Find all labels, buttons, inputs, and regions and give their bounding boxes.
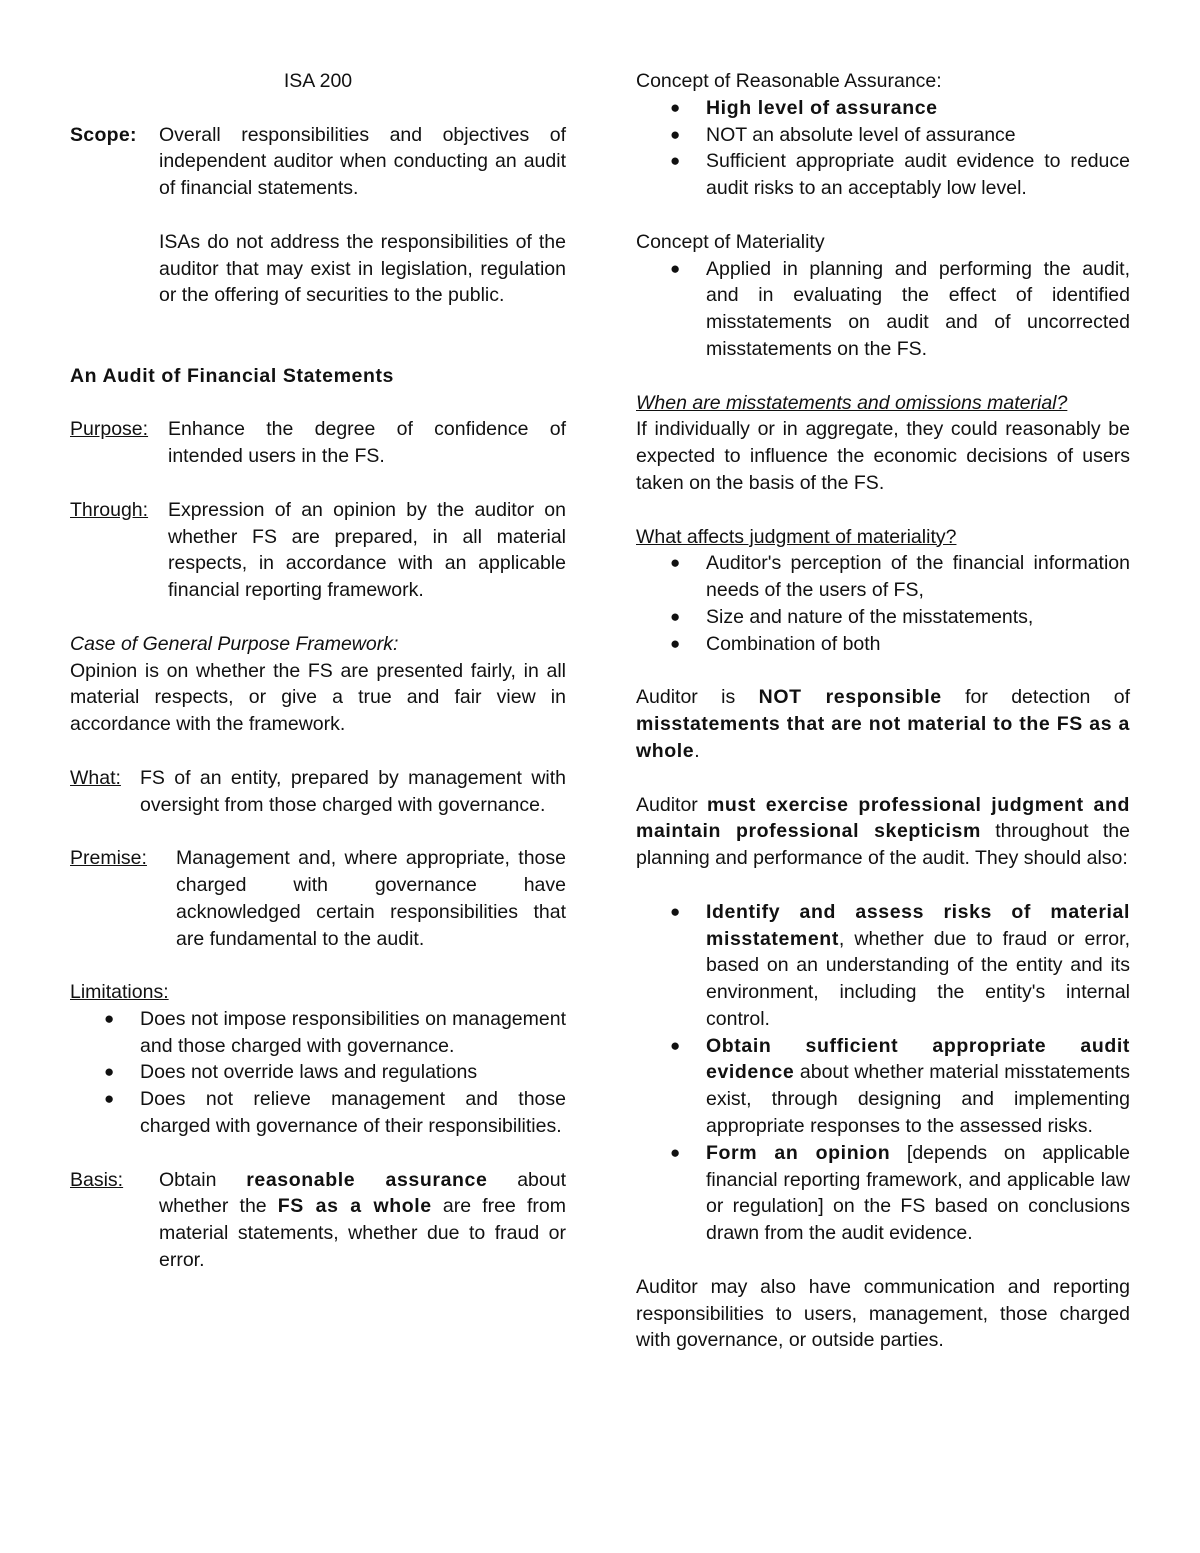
- bullet-icon: ●: [670, 1142, 681, 1162]
- list-item: ● Does not relieve management and those charged with governance of their responsibilities.: [70, 1086, 566, 1140]
- list-item: ● NOT an absolute level of assurance: [636, 122, 1130, 149]
- premise-label: Premise:: [70, 847, 147, 870]
- bullet-icon: ●: [670, 633, 681, 653]
- reasonable-assurance-heading: Concept of Reasonable Assurance:: [636, 70, 942, 92]
- limitations-heading: Limitations:: [70, 981, 169, 1004]
- auditor-duties-list: [636, 899, 1130, 1247]
- premise-row: [70, 845, 566, 952]
- bullet-icon: ●: [670, 606, 681, 626]
- bullet-icon: ●: [670, 97, 681, 117]
- affects-judgment-question: What affects judgment of materiality?: [636, 525, 957, 548]
- scope-label: Scope:: [70, 123, 137, 146]
- list-item: ● High level of assurance: [636, 95, 1130, 122]
- through-label: Through:: [70, 498, 149, 521]
- what-row: [70, 765, 566, 819]
- bullet-icon: ●: [670, 901, 681, 921]
- purpose-text: Enhance the degree of confidence of intended users in the FS.: [168, 418, 566, 468]
- closing-paragraph: Auditor may also have communication and reporting responsibilities to users, management, those charged with governance, or outside parties.: [636, 1275, 1130, 1352]
- materiality-list: [636, 256, 1130, 363]
- list-item: ● Obtain sufficient appropriate audit evidence about whether material misstatements exist, through designing and implementing appropriate responses to the assessed risks.: [636, 1033, 1130, 1140]
- list-item: ● Applied in planning and performing the audit, and in evaluating the effect of identified misstatements on audit and of uncorrected misstatements on the FS.: [636, 256, 1130, 363]
- list-item: ● Does not impose responsibilities on management and those charged with governance.: [70, 1006, 566, 1060]
- list-item: ● Identify and assess risks of material misstatement, whether due to fraud or error, based on an understanding of the entity and its environment, including the entity's internal control.: [636, 899, 1130, 1033]
- reasonable-assurance-list: [636, 95, 1130, 202]
- bullet-icon: ●: [670, 553, 681, 573]
- not-responsible-paragraph: Auditor is NOT responsible for detection of misstatements that are not material to the FS as a whole.: [636, 686, 1131, 762]
- bullet-icon: ●: [670, 124, 681, 144]
- affects-judgment-list: [636, 550, 1130, 657]
- bullet-icon: ●: [104, 1062, 115, 1082]
- list-item: ● Form an opinion [depends on applicable financial reporting framework, and applicable law or regulation] on the FS based on conclusions drawn from the audit evidence.: [636, 1140, 1130, 1247]
- professional-judgment-paragraph: Auditor must exercise professional judgment and maintain professional skepticism throughout the planning and performance of the audit. They should also:: [636, 793, 1131, 870]
- what-label: What:: [70, 766, 121, 789]
- list-item: ● Does not override laws and regulations: [70, 1059, 566, 1086]
- scope-row: [70, 122, 566, 310]
- general-purpose-text: Opinion is on whether the FS are presented fairly, in all material respects, or give a true and fair view in accordance with the framework.: [70, 659, 566, 736]
- right-column: [636, 68, 1130, 1354]
- list-item: ● Auditor's perception of the financial information needs of the users of FS,: [636, 550, 1130, 604]
- purpose-label: Purpose:: [70, 418, 149, 441]
- limitations-list: [70, 1006, 566, 1140]
- scope-note: ISAs do not address the responsibilities of the auditor that may exist in legislation, regulation or the offering of securities to the public.: [159, 230, 566, 307]
- left-column: [70, 68, 566, 1274]
- bullet-icon: ●: [104, 1008, 115, 1028]
- when-material-question: When are misstatements and omissions material?: [636, 391, 1068, 414]
- when-material-answer: If individually or in aggregate, they could reasonably be expected to influence the economic decisions of users taken on the basis of the FS.: [636, 418, 1130, 494]
- bullet-icon: ●: [104, 1089, 115, 1109]
- list-item: ● Combination of both: [636, 631, 1130, 658]
- document-title: ISA 200: [283, 70, 353, 92]
- what-text: FS of an entity, prepared by management with oversight from those charged with governance.: [140, 766, 566, 816]
- list-item: ● Size and nature of the misstatements,: [636, 604, 1130, 631]
- basis-text: Obtain reasonable assurance about whether the FS as a whole are free from material statements, whether due to fraud or error.: [159, 1168, 567, 1272]
- scope-text: Overall responsibilities and objectives of independent auditor when conducting an audit of financial statements.: [159, 123, 566, 200]
- basis-row: [70, 1167, 566, 1274]
- bullet-icon: ●: [670, 258, 681, 278]
- through-text: Expression of an opinion by the auditor on whether FS are prepared, in all material respects, in accordance with an applicable financial reporting framework.: [168, 498, 566, 602]
- premise-text: Management and, where appropriate, those charged with governance have acknowledged certain responsibilities that are fundamental to the audit.: [176, 847, 566, 950]
- purpose-row: [70, 416, 566, 470]
- materiality-heading: Concept of Materiality: [636, 230, 825, 253]
- basis-label: Basis:: [70, 1168, 124, 1191]
- through-row: [70, 497, 566, 604]
- bullet-icon: ●: [670, 1035, 681, 1055]
- list-item: ● Sufficient appropriate audit evidence to reduce audit risks to an acceptably low level.: [636, 148, 1130, 202]
- bullet-icon: ●: [670, 151, 681, 171]
- general-purpose-heading: Case of General Purpose Framework:: [70, 632, 399, 655]
- section-heading: An Audit of Financial Statements: [70, 364, 395, 387]
